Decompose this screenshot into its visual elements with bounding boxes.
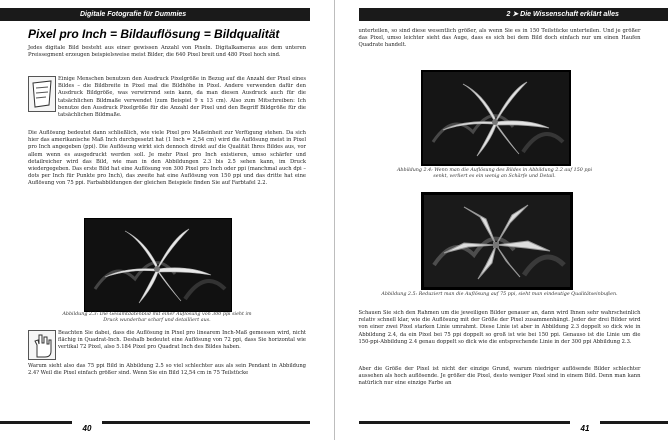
figure-2-3-lily [84, 218, 232, 312]
figure-2-5-caption: Abbildung 2.5: Reduziert man die Auflösung auf 75 ppi, sieht man eindeutige Qualitätseinbußen. [381, 292, 618, 297]
paragraph-why-75ppi: Warum sieht also das 75 ppi Bild in Abbildung 2.5 so viel schlechter aus als sein Pendant in Abbildung 2.4? Weil die Pixel einfach größer sind. Wenn Sie ein Bild 12,54 cm in 75 Teilstücke [28, 363, 306, 377]
running-header-right: 2 ➤ Die Wissenschaft erklärt alles [359, 8, 668, 21]
running-header-left: Digitale Fotografie für Dummies [0, 8, 310, 21]
paragraph-linear-inch: Beachten Sie dabei, dass die Auflösung in Pixel pro linearem Inch-Maß gemessen wird, nicht flächig in Quadrat-Inch. Deshalb bedeutet eine Auflösung von 72 ppi, dass Sie horizontal wie vertikal 72 Pixel, also 5.184 Pixel pro Quadrat Inch des Bildes haben. [58, 330, 306, 351]
section-heading: Pixel pro Inch = Bildauflösung = Bildqualität [28, 27, 280, 41]
footer-rule-left [0, 421, 72, 424]
page-number-right: 41 [580, 424, 590, 433]
paragraph-intro: Jedes digitale Bild besteht aus einer gewissen Anzahl von Pixeln. Digitalkameras aus dem unteren Preissegment erzeugen beispielsweise meist Bilder, die 640 Pixel breit und 480 Pixel hoch sind. [28, 45, 306, 59]
footer-rule-left-2 [102, 421, 310, 424]
figure-2-5-lily-75ppi [421, 192, 573, 290]
figure-2-4-lily-150ppi [421, 70, 571, 166]
paragraph-pixel-grid: unterteilen, so sind diese wesentlich größer, als wenn Sie es in 150 Teilstücke unterteilen. Und je größer das Pixel, umso leichter sieht das Auge, dass es sich bei dem Bild doch einfach nur um einen Haufen Quadrate handelt. [358, 28, 641, 49]
right-page [335, 0, 668, 440]
note-icon [28, 76, 56, 112]
footer-rule-right [359, 421, 571, 424]
paragraph-pixel-count: Aber die Größe der Pixel ist nicht der einzige Grund, warum niedriger auflösende Bilder schlechter aussehen als hoch auflösende. Je größer die Pixel, desto weniger Pixel sind in einem Bild. Denn man kann natürlich nur eine einzige Farbe an [358, 366, 641, 387]
page-number-left: 40 [82, 424, 92, 433]
paragraph-resolution: Die Auflösung bedeutet dann schließlich, wie viele Pixel pro Maßeinheit zur Verfügung stehen. Da sich hier das amerikanische Maß Inch durchgesetzt hat (1 Inch = 2,54 cm) wird die Auflösung meist in Pixel pro Inch angegeben (ppi). Die Auflösung wirkt sich dennoch direkt auf die Qualität Ihres Bildes aus, vor allem wenn es ausgedruckt werden soll. Je mehr Pixel pro Inch existieren, umso schärfer und detailreicher wird das Bild, wie man in den Abbildungen 2.3 bis 2.5 sehen kann, im Druck wiedergegeben. Das erste Bild hat eine Auflösung von 300 Pixel pro Inch oder ppi (manchmal auch dpi – dots per Inch für Punkte pro Inch), das zweite hat eine Auflösung von 150 ppi und das dritte hat eine Auflösung von 75 ppi. Farbabbildungen der gleichen Beispiele finden Sie auf Farbtafel 2.2. [28, 130, 306, 187]
figure-2-3-caption: Abbildung 2.3: Die Gesamtdatenblid mit einer Auflösung von 300 ppi sieht im Druck wunderbar scharf und detailliert aus. [62, 312, 252, 324]
paragraph-frame-lines: Schauen Sie sich den Rahmen um die jeweiligen Bilder genauer an, dann wird Ihnen sehr wahrscheinlich relativ schnell klar, wie die Auflösung mit der Größe der Pixel zusammenhängt. Jeder der drei Bilder wird von einer zwei Pixel starken Linie umrahmt. Diese Linie ist aber in Abbildung 2.3 doppelt so dick wie in Abbildung 2.4, da ein Pixel bei 75 ppi doppelt so groß ist wie bei 150 ppi. Genauso ist die Linie um die 150-ppi-Abbildung 2.4 genau doppelt so dick wie die entsprechende Linie in der 300 ppi Abbildung 2.3. [358, 310, 641, 345]
hand-pointer-icon [28, 330, 56, 360]
footer-rule-right-2 [600, 421, 668, 424]
paragraph-pixel-size: Einige Menschen benutzen den Ausdruck Pixelgröße in Bezug auf die Anzahl der Pixel eines Bildes – die Bildbreite in Pixel mal die Bildhöhe in Pixel. Andere verwenden dafür den Ausdruck Bildgröße, was verwirrend sein kann, da man diesen Ausdruck auch für die tatsächlichen Bildmaße verwendet (zum Beispiel 9 x 13 cm). Also zum Mitschreiben: Ich benutze den Ausdruck Pixelgröße für die Anzahl der Pixel und den Begriff Bildgröße für die tatsächlichen Bildmaße. [58, 76, 306, 119]
figure-2-4-caption: Abbildung 2.4: Wenn man die Auflösung des Bildes in Abbildung 2.2 auf 150 ppi senkt, verliert es ein wenig an Schärfe und Detail. [396, 168, 593, 180]
